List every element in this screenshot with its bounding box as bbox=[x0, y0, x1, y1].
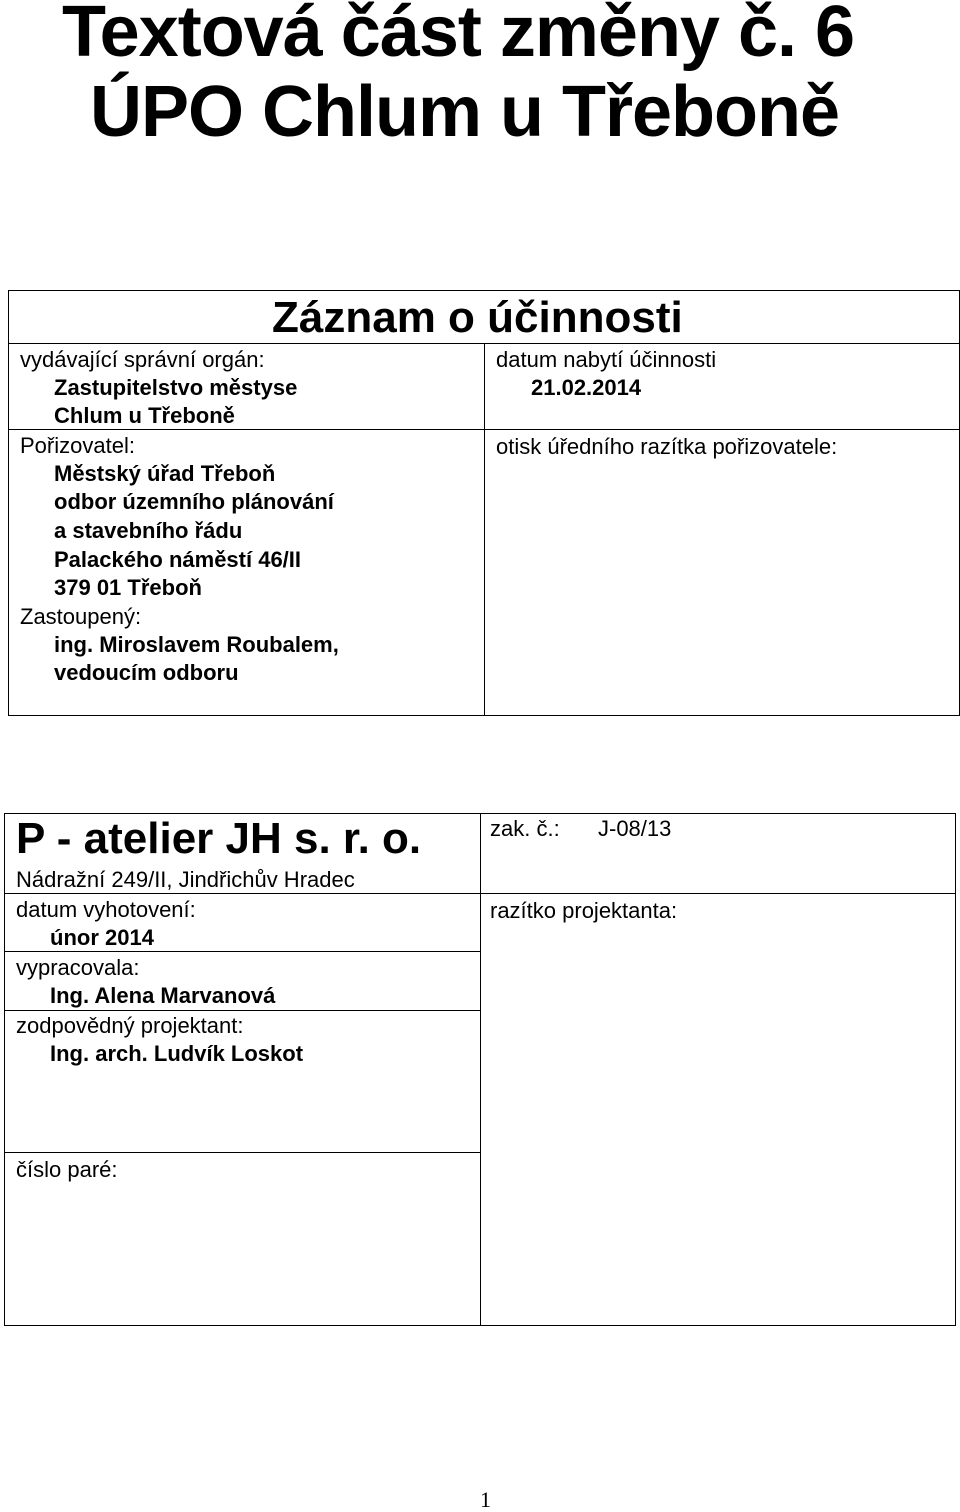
project-row-divider-3 bbox=[4, 1010, 480, 1011]
company-address: Nádražní 249/II, Jindřichův Hradec bbox=[16, 867, 355, 892]
company-name: P - atelier JH s. r. o. bbox=[16, 814, 422, 863]
procurer-line-5: 379 01 Třeboň bbox=[54, 575, 202, 600]
project-row-divider-4 bbox=[4, 1152, 480, 1153]
procurer-label: Pořizovatel: bbox=[20, 433, 135, 458]
procurer-line-3: a stavebního řádu bbox=[54, 518, 243, 543]
issuer-label: vydávající správní orgán: bbox=[20, 347, 265, 372]
responsible-designer-label: zodpovědný projektant: bbox=[16, 1013, 244, 1038]
project-row-divider-1 bbox=[4, 893, 956, 894]
prepared-by-label: vypracovala: bbox=[16, 955, 140, 980]
procurer-line-4: Palackého náměstí 46/II bbox=[54, 547, 302, 572]
effectiveness-heading: Záznam o účinnosti bbox=[272, 293, 683, 342]
designer-stamp-label: razítko projektanta: bbox=[490, 898, 678, 923]
project-row-divider-2 bbox=[4, 951, 480, 952]
responsible-designer-value: Ing. arch. Ludvík Loskot bbox=[50, 1041, 304, 1066]
effectiveness-column-divider bbox=[484, 343, 485, 716]
document-title-line1: Textová část změny č. 6 bbox=[62, 0, 855, 72]
effectiveness-row-divider bbox=[8, 429, 960, 430]
procurer-line-2: odbor územního plánování bbox=[54, 489, 334, 514]
issuer-line-2: Chlum u Třeboně bbox=[54, 403, 235, 428]
completion-date-value: únor 2014 bbox=[50, 925, 154, 950]
completion-date-label: datum vyhotovení: bbox=[16, 897, 196, 922]
represented-line-1: ing. Miroslavem Roubalem, bbox=[54, 632, 339, 657]
prepared-by-value: Ing. Alena Marvanová bbox=[50, 983, 276, 1008]
copy-number-label: číslo paré: bbox=[16, 1157, 118, 1182]
project-column-divider bbox=[480, 813, 481, 1326]
effective-date-label: datum nabytí účinnosti bbox=[496, 347, 717, 372]
document-title-line2: ÚPO Chlum u Třeboně bbox=[90, 72, 840, 152]
issuer-line-1: Zastupitelstvo městyse bbox=[54, 375, 298, 400]
represented-label: Zastoupený: bbox=[20, 604, 142, 629]
order-number-label: zak. č.: bbox=[490, 816, 560, 841]
effective-date-value: 21.02.2014 bbox=[531, 375, 642, 400]
official-stamp-label: otisk úředního razítka pořizovatele: bbox=[496, 434, 838, 459]
order-number-value: J-08/13 bbox=[598, 816, 672, 841]
represented-line-2: vedoucím odboru bbox=[54, 660, 239, 685]
page-number: 1 bbox=[480, 1487, 491, 1512]
procurer-line-1: Městský úřad Třeboň bbox=[54, 461, 276, 486]
